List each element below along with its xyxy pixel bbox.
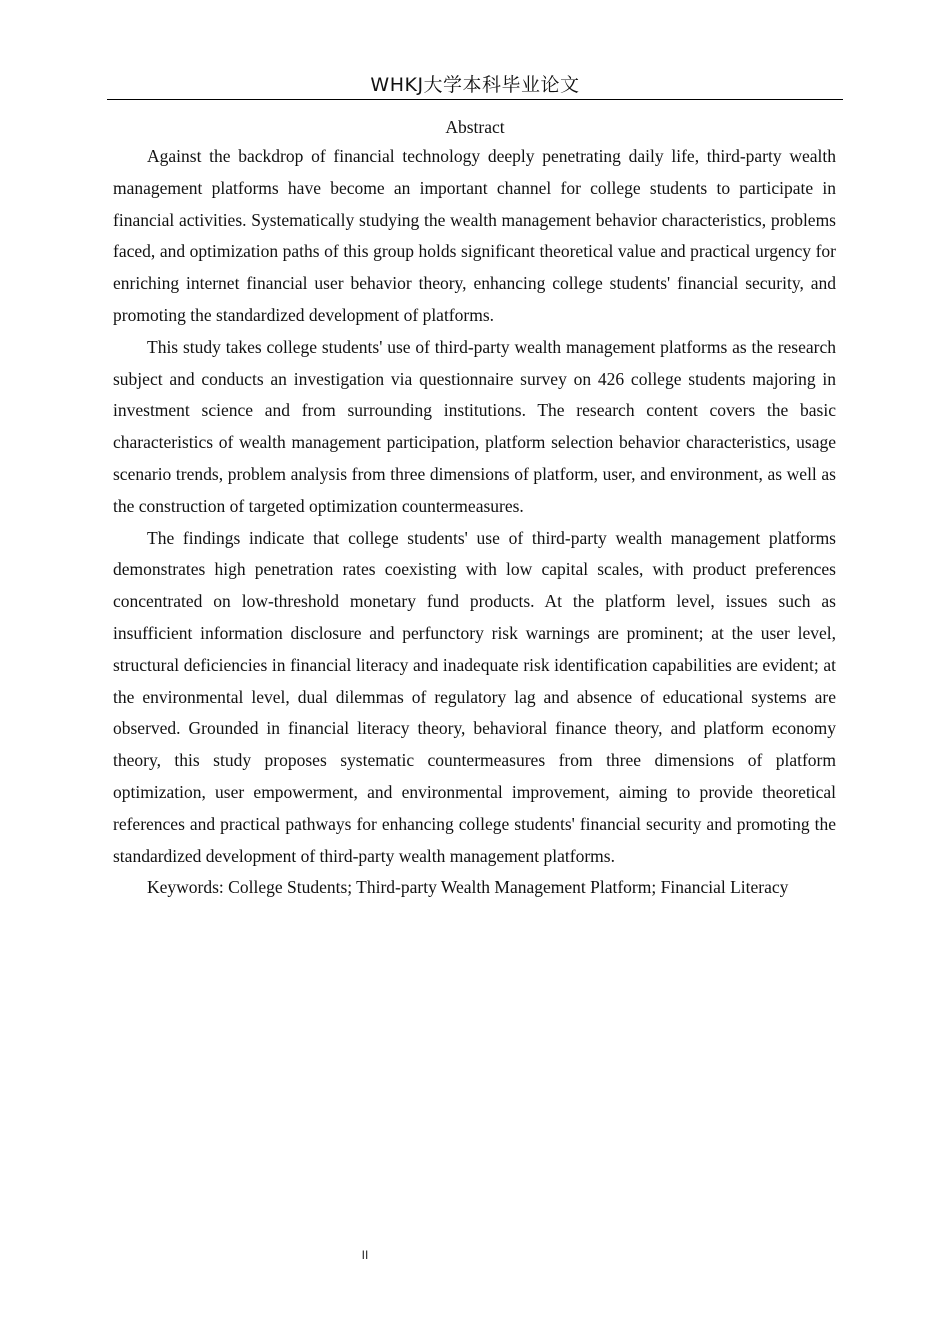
abstract-paragraph-3: The findings indicate that college students' use of third-party wealth management platforms demonstrates high penetration rates coexisting with low capital scales, with product preferences concentrated on low-threshold monetary fund products. At the platform level, issues such as insufficient information disclosure and perfunctory risk warnings are prominent; at the user level, structural deficiencies in financial literacy and inadequate risk identification capabilities are evident; at the environmental level, dual dilemmas of regulatory lag and absence of educational systems are observed. Grounded in financial literacy theory, behavioral finance theory, and platform economy theory, this study proposes systematic countermeasures from three dimensions of platform optimization, user empowerment, and environmental improvement, aiming to provide theoretical references and practical pathways for enhancing college students' financial security and promoting the standardized development of third-party wealth management platforms. <box>113 527 836 866</box>
page-number: II <box>361 1248 369 1262</box>
abstract-body <box>113 141 836 904</box>
abstract-heading: Abstract <box>445 117 505 137</box>
header-title: WHKJ大学本科毕业论文 <box>370 74 580 96</box>
abstract-paragraph-1: Against the backdrop of financial technology deeply penetrating daily life, third-party wealth management platforms have become an important channel for college students to participate in financial activities. Systematically studying the wealth management behavior characteristics, problems faced, and optimization paths of this group holds significant theoretical value and practical urgency for enriching internet financial user behavior theory, enhancing college students' financial security, and promoting the standardized development of platforms. <box>113 146 836 325</box>
page-header <box>107 72 843 100</box>
keywords: Keywords: College Students; Third-party Wealth Management Platform; Financial Literacy <box>147 877 789 898</box>
abstract-paragraph-2: This study takes college students' use of third-party wealth management platforms as the research subject and conducts an investigation via questionnaire survey on 426 college students majoring in investment science and from surrounding institutions. The research content covers the basic characteristics of wealth management participation, platform selection behavior characteristics, usage scenario trends, problem analysis from three dimensions of platform, user, and environment, as well as the construction of targeted optimization countermeasures. <box>113 336 836 516</box>
